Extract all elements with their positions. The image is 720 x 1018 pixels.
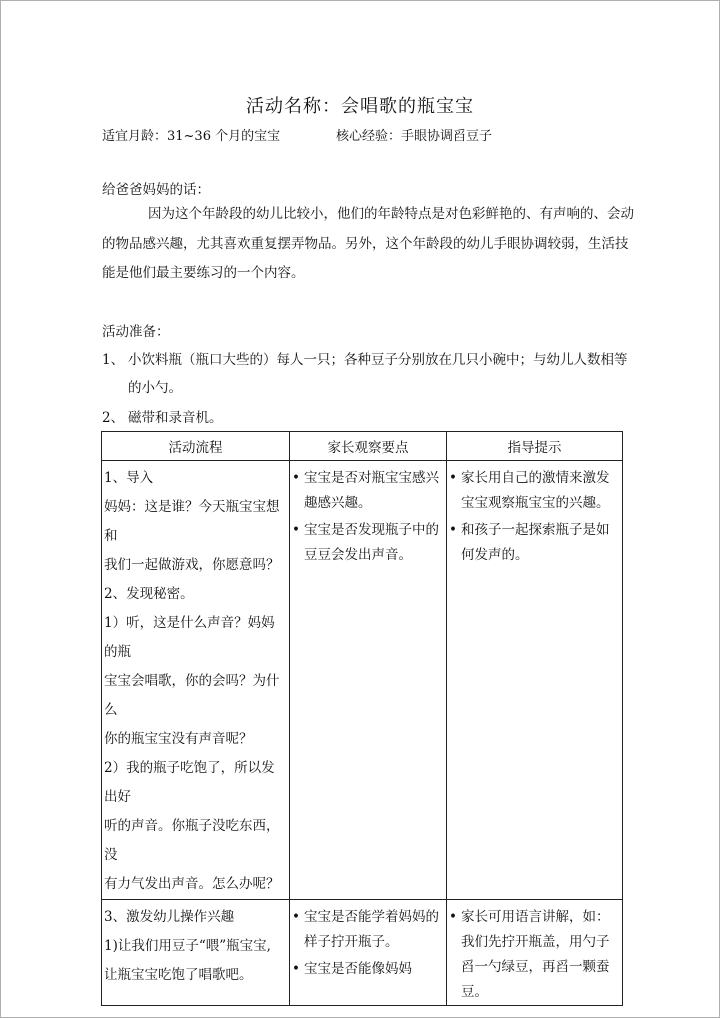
parents-note-line: 因为这个年龄段的幼儿比较小，他们的年龄特点是对色彩鲜艳的、有声响的、会动 (148, 206, 634, 222)
tips-cell (447, 900, 623, 1006)
core-skill: 核心经验：手眼协调舀豆子 (336, 129, 493, 144)
flow-line: 听的声音。你瓶子没吃东西，没 (104, 818, 280, 863)
flow-line: 2）我的瓶子吃饱了，所以发出好 (104, 760, 275, 805)
item-number: 1、 (102, 352, 125, 368)
flow-cell (102, 900, 290, 1006)
observe-cell (290, 900, 447, 1006)
item-text: 小饮料瓶（瓶口大些的）每人一只；各种豆子分别放在几只小碗中；与幼儿人数相等 (128, 352, 628, 368)
flow-line: 有力气发出声音。怎么办呢？ (104, 876, 280, 892)
table-row (102, 461, 623, 900)
flow-line: 我们一起做游戏，你愿意吗？ (104, 557, 280, 573)
parents-note-heading: 给爸爸妈妈的话： (102, 182, 210, 198)
preparation-heading: 活动准备： (102, 324, 170, 340)
tip-point: • 家长可用语言讲解，如：我们先拧开瓶盖，用勺子舀一勺绿豆，再舀一颗蚕豆。 (449, 905, 620, 1005)
header-observe: 家长观察要点 (290, 432, 447, 461)
observe-point: • 宝宝是否能像妈妈 (292, 957, 444, 982)
flow-line: 1、导入 (104, 470, 154, 486)
table-row (102, 900, 623, 1006)
flow-line: 3、激发幼儿操作兴趣 (104, 909, 235, 925)
tip-point: • 家长用自己的激情来激发宝宝观察瓶宝宝的兴趣。 (449, 466, 620, 516)
flow-line: 1）听，这是什么声音？妈妈的瓶 (104, 615, 275, 660)
tips-cell (447, 461, 623, 900)
flow-line: 2、发现秘密。 (104, 586, 194, 602)
header-tips: 指导提示 (447, 432, 623, 461)
flow-line: 你的瓶宝宝没有声音呢？ (104, 731, 253, 747)
item-text: 磁带和录音机。 (128, 410, 223, 426)
parents-note-line: 的物品感兴趣，尤其喜欢重复摆弄物品。另外，这个年龄段的幼儿手眼协调较弱，生活技 (102, 236, 629, 252)
tip-point: • 和孩子一起探索瓶子是如何发声的。 (449, 518, 620, 568)
preparation-item (102, 348, 628, 368)
preparation-item-continued: 的小勺。 (128, 380, 182, 396)
table-header-row (102, 432, 623, 461)
preparation-item (102, 406, 223, 426)
flow-cell (102, 461, 290, 900)
observe-point: • 宝宝是否对瓶宝宝感兴趣感兴趣。 (292, 466, 444, 516)
flow-line: 妈妈：这是谁？今天瓶宝宝想和 (104, 499, 280, 544)
flow-line: 宝宝会唱歌，你的会吗？为什么 (104, 673, 280, 718)
activity-table (101, 431, 623, 1006)
age-range: 适宜月龄：31~36 个月的宝宝 (102, 129, 281, 144)
observe-point: • 宝宝是否发现瓶子中的豆豆会发出声音。 (292, 518, 444, 568)
observe-point: • 宝宝是否能学着妈妈的样子拧开瓶子。 (292, 905, 444, 955)
page-title: 活动名称：会唱歌的瓶宝宝 (246, 96, 474, 117)
observe-cell (290, 461, 447, 900)
item-number: 2、 (102, 410, 125, 426)
parents-note-line: 能是他们最主要练习的一个内容。 (102, 265, 305, 281)
flow-line: 1)让我们用豆子“喂”瓶宝宝, (104, 938, 271, 954)
flow-line: 让瓶宝宝吃饱了唱歌吧。 (104, 967, 253, 983)
header-flow: 活动流程 (102, 432, 290, 461)
